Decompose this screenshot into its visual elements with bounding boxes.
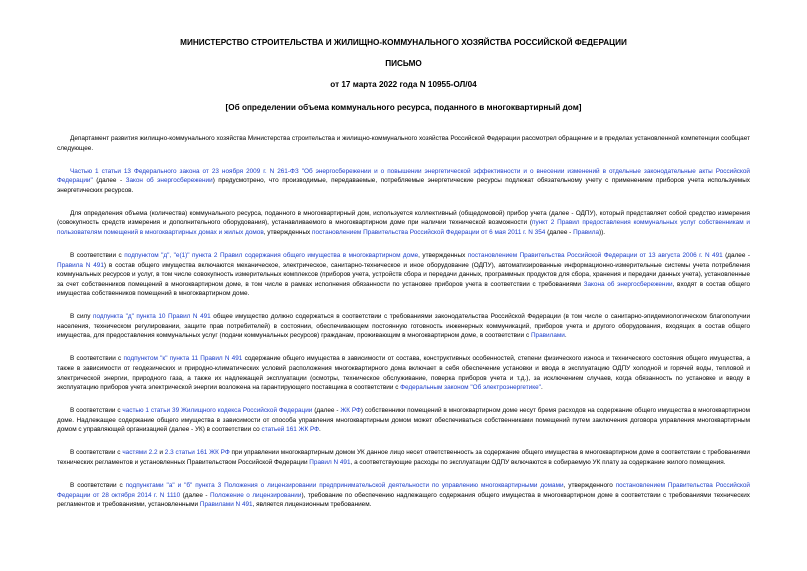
- paragraph-text: В соответствии с: [70, 481, 126, 489]
- document-body: [57, 134, 750, 523]
- document-link[interactable]: ЖК РФ: [340, 407, 361, 415]
- paragraph-text: , утвержденных: [263, 228, 313, 236]
- paragraph: [57, 354, 750, 392]
- paragraph-text: В соответствии с: [70, 355, 124, 363]
- document-date-number: от 17 марта 2022 года N 10955-ОЛ/04: [330, 80, 477, 89]
- paragraph-text: общее имущество должно содержаться в соответствии с требованиями законодательства Российской Федерации (в том числе о санитарно-эпидемиологическом благополучии населения, техническом регулировании, защите прав потребителей) в состоянии, обеспечивающем постоянную готовность инженерных коммуникаций, приборов учета и другого оборудования, входящих в состав общего имущества, для предоставления коммунальных услуг (подачи коммунальных ресурсов) гражданам, проживающим в многоквартирном доме, в соответствии с: [57, 313, 751, 340]
- paragraph-text: В соответствии с: [70, 251, 125, 259]
- paragraph: [57, 134, 750, 153]
- paragraph-text: В соответствии с: [70, 449, 123, 457]
- document-link[interactable]: 2.3 статьи 161 ЖК РФ: [164, 449, 230, 457]
- document-link[interactable]: Закона об энергосбережении: [583, 280, 673, 288]
- paragraph: [57, 251, 750, 299]
- document-type: ПИСЬМО: [385, 59, 422, 68]
- paragraph-text: ) собственники помещений в многоквартирном доме несут бремя расходов на содержание общего имущества в многоквартирном доме. Надлежащее содержание общего имущества в зависимости от способа управления многоквартирным домом может обеспечиваться собственниками помещений путем заключения договора управления многоквартирным домом с управляющей организацией (далее - УК) в соответствии со: [57, 407, 750, 434]
- document-link[interactable]: Правил N 491: [309, 458, 351, 466]
- paragraph-text: (далее -: [722, 251, 750, 259]
- document-link[interactable]: Правила: [573, 228, 600, 236]
- document-link[interactable]: Правилами: [530, 332, 565, 340]
- paragraph: [57, 406, 750, 435]
- document-link[interactable]: подпунктом "д", "е(1)" пункта 2 Правил содержания общего имущества в многоквартирном доме: [124, 251, 419, 259]
- document-link[interactable]: постановлением Правительства Российской Федерации от 28 октября 2014 г. N 1110: [57, 481, 751, 499]
- paragraph-text: Для определения объема (количества) коммунального ресурса, поданного в многоквартирный дом, используется коллективный (общедомовой) прибор учета (далее - ОДПУ), который представляет собой средство измерения (совокупность средств измерения и дополнительного оборудования), устанавливаемого в многоквартирном доме при наличии технической возможности (: [57, 209, 750, 227]
- document-link[interactable]: частью 1 статьи 39 Жилищного кодекса Российской Федерации: [122, 407, 313, 415]
- paragraph-text: .: [564, 332, 567, 340]
- document-link[interactable]: подпункта "д" пункта 10 Правил N 491: [93, 313, 211, 321]
- paragraph: [57, 481, 750, 510]
- paragraph-text: ) предусмотрено, что производимые, передаваемые, потребляемые энергетические ресурсы подлежат обязательному учету с применением приборов учета используемых энергетических ресурсов.: [57, 177, 750, 194]
- paragraph-text: )).: [599, 228, 606, 236]
- paragraph: [57, 448, 750, 467]
- document-link[interactable]: Положение о лицензировании: [210, 491, 302, 499]
- paragraph-text: .: [540, 384, 543, 392]
- paragraph-text: ) в состав общего имущества включаются механическое, электрическое, санитарно-техническое и иное оборудование (ОДПУ), автоматизированные информационно-измерительные системы учета потребления коммунальных ресурсов и услуг, в том числе совокупность измерительных комплексов (приборов учета, устройств сбора и передачи данных, программных продуктов для сбора, хранения и передачи данных учета), установленные за счет собственников помещений в многоквартирном доме, в том числе в рамках исполнения обязанности по установке приборов учета в соответствии с требованиями: [57, 261, 751, 288]
- document-link[interactable]: Правила N 491: [57, 261, 104, 269]
- paragraph: [57, 209, 750, 238]
- paragraph-text: В соответствии с: [70, 407, 123, 415]
- paragraph-text: , является лицензионным требованием.: [252, 501, 372, 509]
- paragraph-text: и: [157, 449, 165, 457]
- paragraph-text: Департамент развития жилищно-коммунального хозяйства Министерства строительства и жилищно-коммунального хозяйства Российской Федерации рассмотрел обращение и в пределах установленной компетенции сообщает следующее.: [57, 135, 750, 152]
- document-link[interactable]: постановлением Правительства Российской Федерации от 13 августа 2006 г. N 491: [467, 251, 723, 259]
- paragraph-text: (далее -: [180, 491, 211, 499]
- ministry-title: МИНИСТЕРСТВО СТРОИТЕЛЬСТВА И ЖИЛИЩНО-КОММУНАЛЬНОГО ХОЗЯЙСТВА РОССИЙСКОЙ ФЕДЕРАЦИИ: [180, 38, 627, 47]
- paragraph-text: , а соответствующие расходы по эксплуатации ОДПУ включаются в собираемую УК плату за содержание жилого помещения.: [350, 458, 726, 466]
- document-link[interactable]: статьей 161 ЖК РФ: [261, 426, 320, 434]
- document-link[interactable]: Правилами N 491: [199, 501, 253, 509]
- paragraph-text: содержание общего имущества в зависимости от состава, конструктивных особенностей, степени физического износа и технического состояния общего имущества, а также в зависимости от геодезических и природно-климатических условий расположения многоквартирного дома включает в себя обеспечение установки и ввода в эксплуатацию ОДПУ холодной и горячей воды, тепловой и электрической энергии, природного газа, а также их надлежащей эксплуатации (осмотры, техническое обслуживание, поверка приборов учета и т.д.), за исключением случаев, когда обязанность по установке и вводу в эксплуатацию приборов учета электрической энергии возложена на гарантирующего поставщика в соответствии с: [57, 355, 751, 392]
- document-subject: [Об определении объема коммунального ресурса, поданного в многоквартирный дом]: [225, 103, 582, 112]
- paragraph-text: при управлении многоквартирным домом УК данное лицо несет ответственность за содержание общего имущества в многоквартирном доме в соответствии с требованиями технических регламентов и установленных Правительством Российской Федерации: [57, 449, 750, 466]
- paragraph-text: , утвержденного: [563, 481, 616, 489]
- paragraph-text: .: [319, 426, 321, 434]
- document-link[interactable]: постановлением Правительства Российской Федерации от 6 мая 2011 г. N 354: [312, 228, 546, 236]
- paragraph-text: , входят в состав общего имущества собственников помещений в многоквартирном доме.: [57, 280, 751, 298]
- document-link[interactable]: частями 2.2: [122, 449, 158, 457]
- paragraph-text: В силу: [70, 313, 94, 321]
- document-link[interactable]: пункт 2 Правил предоставления коммунальных услуг собственникам и пользователям помещений в многоквартирных домах и жилых домов: [57, 219, 750, 236]
- document-link[interactable]: подпунктом "к" пункта 11 Правил N 491: [123, 355, 243, 363]
- document-link[interactable]: Федеральным законом "Об электроэнергетике": [400, 384, 541, 392]
- paragraph-text: (далее -: [92, 177, 126, 185]
- paragraph: [57, 167, 750, 196]
- paragraph-text: , утвержденных: [418, 251, 468, 259]
- paragraph-text: (далее -: [312, 407, 341, 415]
- document-link[interactable]: подпунктами "а" и "б" пункта 3 Положения о лицензировании предпринимательской деятельности по управлению многоквартирными домами: [125, 481, 564, 489]
- paragraph-text: (далее -: [545, 228, 574, 236]
- paragraph-text: ), требование по обеспечению надлежащего содержания общего имущества в многоквартирном доме в соответствии с требованиями технических регламентов и требованиями, установленными: [57, 491, 750, 509]
- paragraph: [57, 312, 750, 341]
- document-link[interactable]: Закон об энергосбережении: [125, 177, 213, 185]
- document-link[interactable]: Частью 1 статьи 13 Федерального закона от 23 ноября 2009 г. N 261-ФЗ "Об энергосбережении и о повышении энергетической эффективности и о внесении изменений в отдельные законодательные акты Российской Федерации": [57, 167, 750, 185]
